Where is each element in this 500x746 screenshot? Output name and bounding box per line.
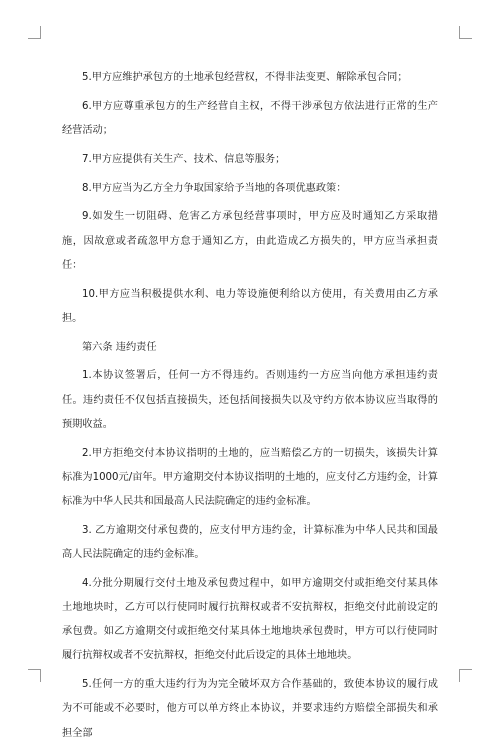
clause-paragraph: 1.本协议签署后，任何一方不得违约。否则违约一方应当向他方承担违约责任。违约责任不仅包括直接损失，还包括间接损失以及守约方依本协议应当取得的预期收益。 (62, 370, 438, 430)
crop-mark-top-left (28, 26, 41, 39)
section-heading: 第六条 违约责任 (82, 341, 157, 353)
clause-paragraph: 4.分批分期履行交付土地及承包费过程中，如甲方逾期交付或拒绝交付某具体土地地块时，乙方可以行使同时履行抗辩权或者不安抗辩权，拒绝交付此前设定的承包费。如乙方逾期交付或拒绝交付某具体土地地块承包费时，甲方可以行使同时履行抗辩权或者不安抗辩权，拒绝交付此后设定的具体土地地块。 (62, 577, 438, 662)
clause-paragraph: 8.甲方应当为乙方全力争取国家给予当地的各项优惠政策： (82, 182, 347, 194)
clause-paragraph: 7.甲方应提供有关生产、技术、信息等服务； (82, 153, 286, 165)
crop-mark-top-right (459, 26, 472, 39)
crop-mark-bottom-left (28, 669, 41, 682)
clause-paragraph: 5.甲方应维护承包方的土地承包经营权，不得非法变更、解除承包合同； (82, 72, 408, 83)
clause-paragraph: 6.甲方应尊重承包方的生产经营自主权，不得干涉承包方依法进行正常的生产经营活动； (62, 100, 438, 136)
clause-paragraph: 9.如发生一切阻碍、危害乙方承包经营事项时，甲方应及时通知乙方采取措施，因故意或者疏忽甲方怠于通知乙方，由此造成乙方损失的，甲方应当承担责任： (62, 211, 438, 271)
clause-paragraph: 3. 乙方逾期交付承包费的，应支付甲方违约金，计算标准为中华人民共和国最高人民法院确定的违约金标准。 (62, 524, 438, 560)
clause-paragraph: 2.甲方拒绝交付本协议指明的土地的，应当赔偿乙方的一切损失，该损失计算标准为1000元/亩年。甲方逾期交付本协议指明的土地的，应支付乙方违约金，计算标准为中华人民共和国最高人民法院确定的违约金标准。 (62, 447, 438, 507)
crop-mark-bottom-right (459, 669, 472, 682)
clause-paragraph: 5.任何一方的重大违约行为为完全破坏双方合作基础的，致使本协议的履行成为不可能或不必要时，他方可以单方终止本协议，并要求违约方赔偿全部损失和承担全部 (62, 679, 438, 739)
clause-paragraph: 10.甲方应当积极提供水利、电力等设施便利给以方使用，有关费用由乙方承担。 (62, 288, 438, 324)
document-body (62, 66, 438, 746)
